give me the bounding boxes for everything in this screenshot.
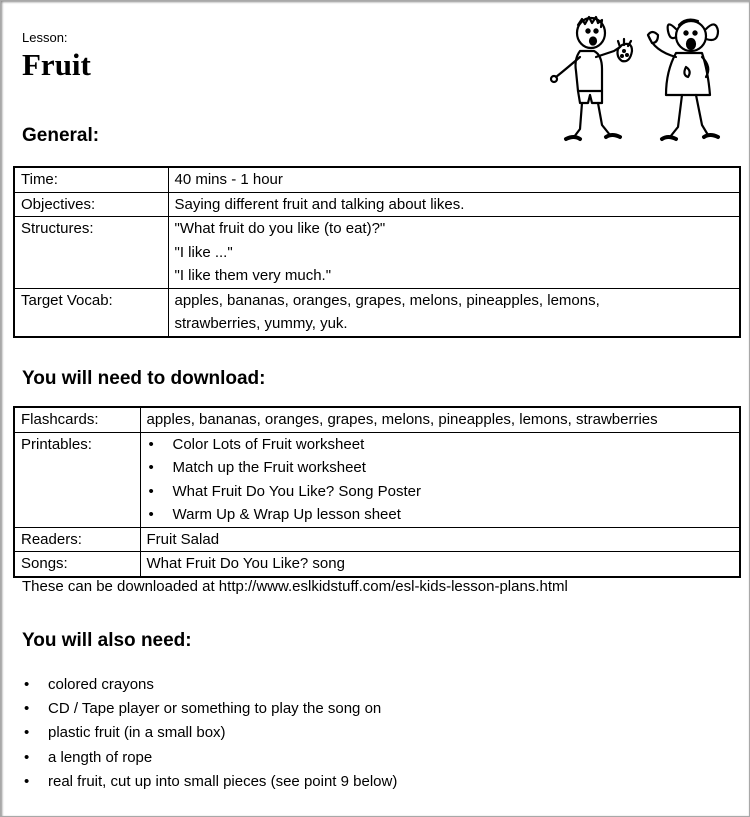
- row-value: [168, 167, 740, 192]
- time-value: 40 mins - 1 hour: [174, 171, 283, 188]
- row-label: Structures:: [14, 217, 168, 289]
- flashcards-value: apples, bananas, oranges, grapes, melons, pineapples, lemons, strawberries: [140, 407, 740, 432]
- kids-eating-fruit-illustration: [536, 11, 741, 151]
- general-table: [13, 166, 741, 338]
- printables-list-cell: [140, 432, 740, 527]
- list-item: • real fruit, cut up into small pieces (see point 9 below): [22, 770, 397, 794]
- list-item: • a length of rope: [22, 746, 397, 770]
- lesson-label: Lesson:: [22, 30, 68, 45]
- vocab-line: apples, bananas, oranges, grapes, melons, pineapples, lemons,: [174, 291, 600, 309]
- boy-figure: [551, 17, 620, 139]
- row-label: Printables:: [14, 432, 140, 527]
- row-label: Songs:: [14, 552, 140, 577]
- table-row: [14, 527, 740, 552]
- table-row: [14, 407, 740, 432]
- list-item: • colored crayons: [22, 673, 397, 697]
- list-item: • Color Lots of Fruit worksheet: [147, 433, 734, 457]
- vocab-line: strawberries, yummy, yuk.: [174, 315, 348, 332]
- row-value: [168, 217, 740, 289]
- row-label: Readers:: [14, 527, 140, 552]
- objectives-value: Saying different fruit and talking about likes.: [174, 195, 465, 213]
- row-label: Flashcards:: [14, 407, 140, 432]
- download-note: These can be downloaded at http://www.eslkidstuff.com/esl-kids-lesson-plans.html: [22, 578, 568, 595]
- row-value: [168, 288, 740, 337]
- row-value: [168, 192, 740, 217]
- strawberry-icon: [618, 39, 633, 61]
- readers-value: Fruit Salad: [140, 527, 740, 552]
- download-table: [13, 406, 741, 578]
- table-row: [14, 432, 740, 527]
- row-label: Objectives:: [14, 192, 168, 217]
- list-item: • Warm Up & Wrap Up lesson sheet: [147, 503, 734, 527]
- table-row: [14, 167, 740, 192]
- list-item: • CD / Tape player or something to play the song on: [22, 697, 397, 721]
- structure-line: "I like them very much.": [174, 267, 332, 284]
- list-item: • Match up the Fruit worksheet: [147, 456, 734, 480]
- general-heading: General:: [22, 125, 100, 146]
- table-row: [14, 552, 740, 577]
- lesson-title: Fruit: [22, 47, 91, 82]
- table-row: [14, 288, 740, 337]
- girl-figure: [648, 20, 718, 139]
- table-row: [14, 192, 740, 217]
- row-label: Time:: [14, 167, 168, 192]
- structure-line: "I like ...": [174, 243, 233, 261]
- table-row: [14, 217, 740, 289]
- row-label: Target Vocab:: [14, 288, 168, 337]
- also-need-heading: You will also need:: [22, 630, 192, 651]
- list-item: • plastic fruit (in a small box): [22, 721, 397, 745]
- also-need-list: [22, 673, 397, 794]
- printables-list: [147, 433, 734, 527]
- structure-line: "What fruit do you like (to eat)?": [174, 220, 386, 237]
- download-heading: You will need to download:: [22, 368, 266, 389]
- songs-value: What Fruit Do You Like? song: [140, 552, 740, 577]
- list-item: • What Fruit Do You Like? Song Poster: [147, 480, 734, 504]
